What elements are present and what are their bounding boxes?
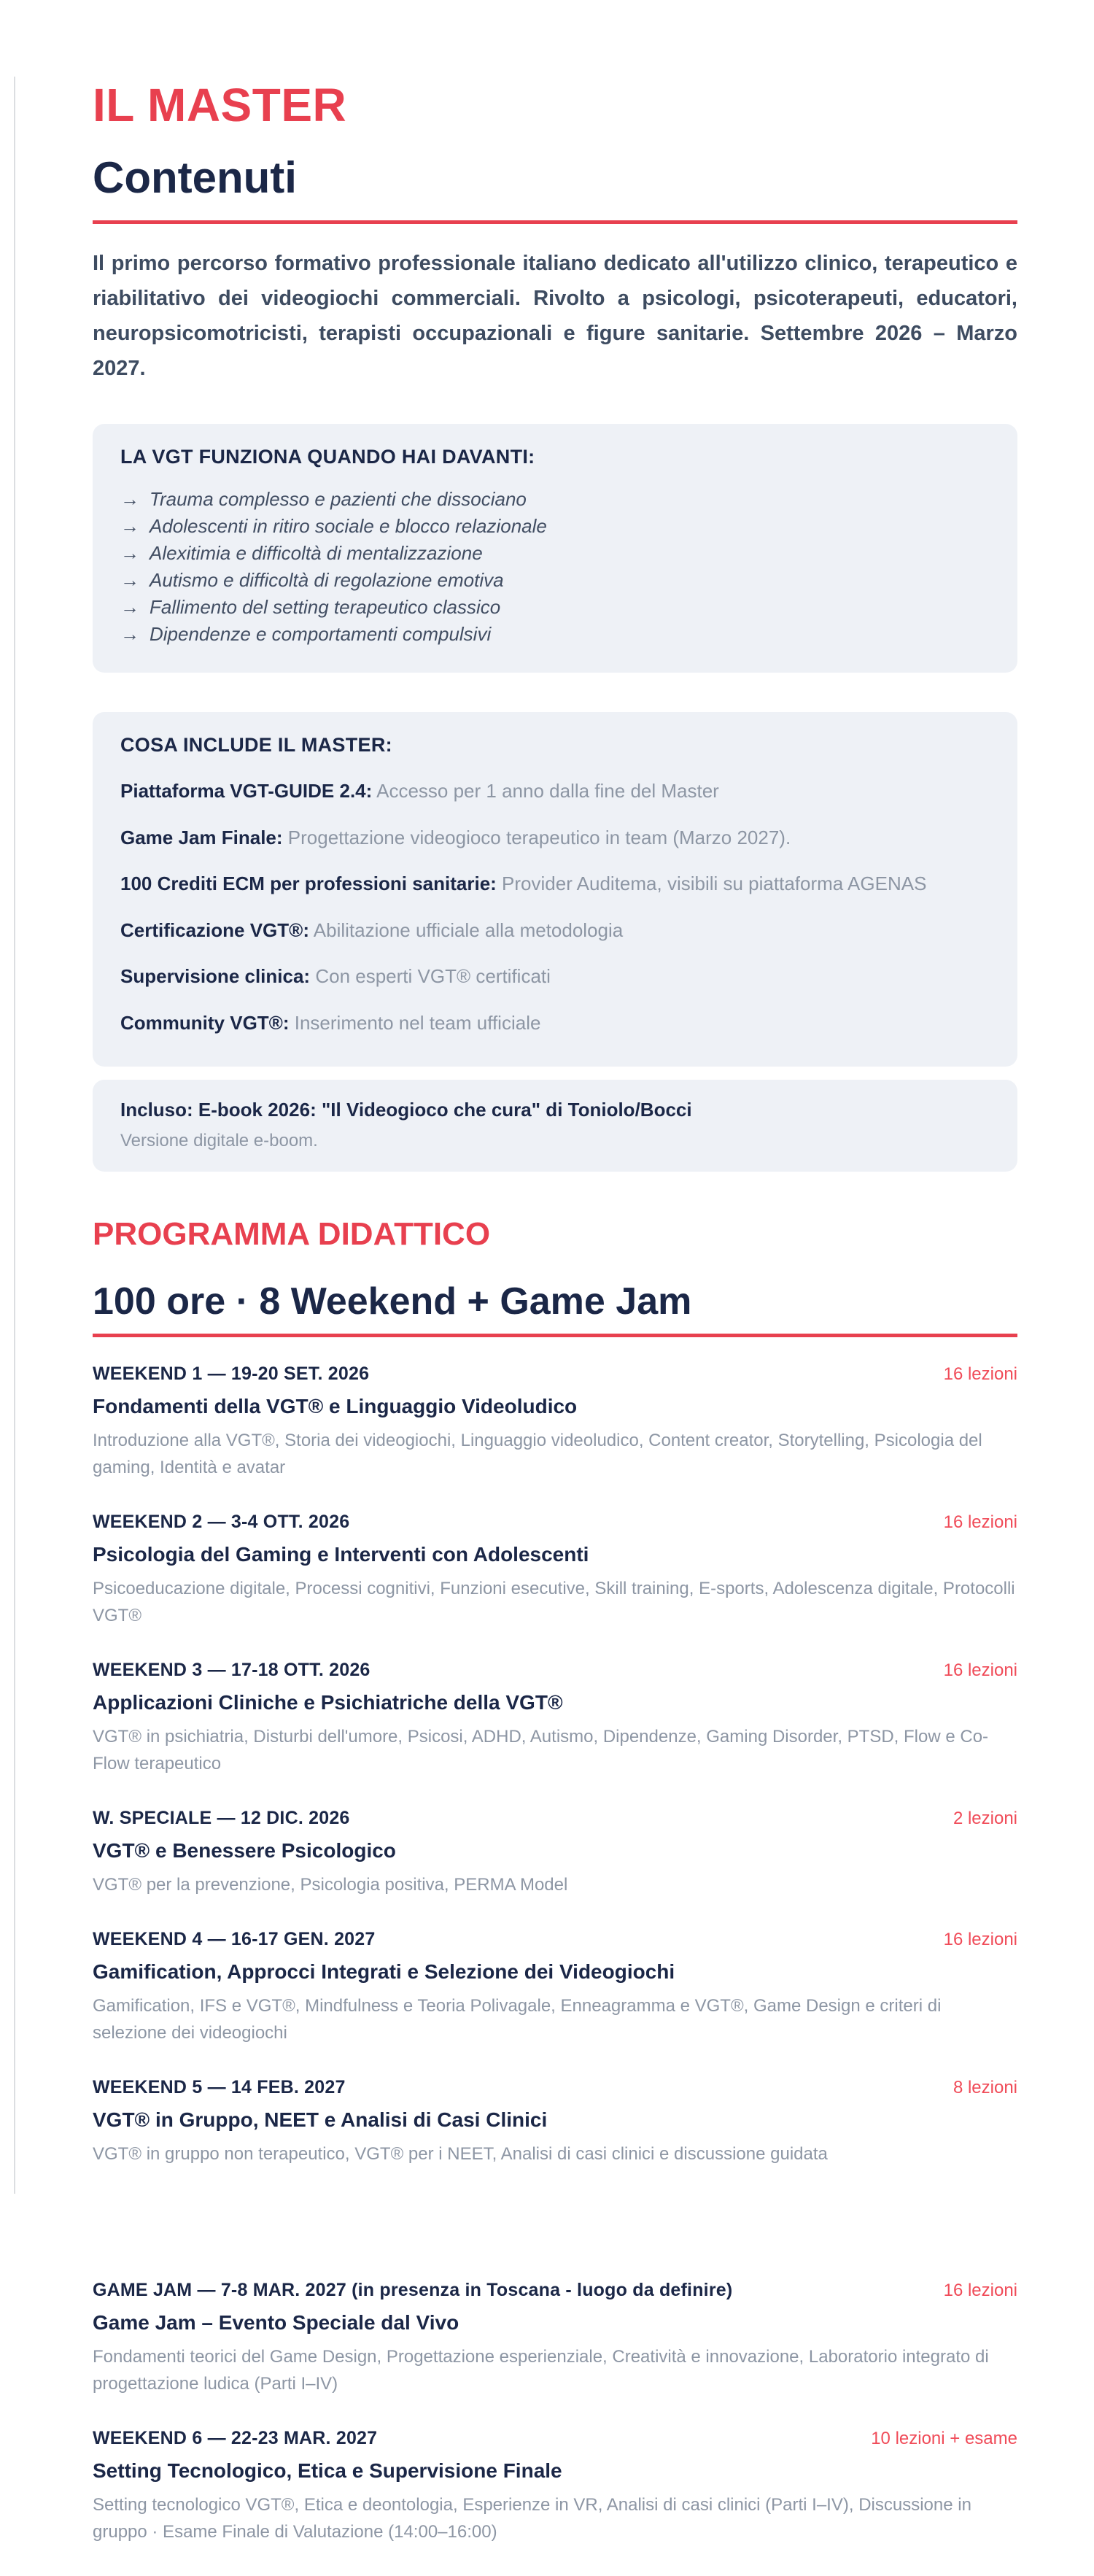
lessons-count-badge: 2 lezioni <box>953 1809 1017 1828</box>
page-content <box>93 0 1017 2576</box>
schedule-item-header <box>93 2280 1017 2301</box>
include-item-label: 100 Crediti ECM per professioni sanitarie: <box>120 873 497 894</box>
ebook-subtitle: Versione digitale e-boom. <box>120 1131 318 1150</box>
schedule-item <box>93 1512 1017 1629</box>
schedule-item-description: Fondamenti teorici del Game Design, Progettazione esperienziale, Creatività e innovazione, Laboratorio integrato di progettazione ludica (Parti I–IV) <box>93 2347 989 2394</box>
schedule-item-description: Introduzione alla VGT®, Storia dei videogiochi, Linguaggio videoludico, Content creator, Storytelling, Psicologia del gaming, Identità e avatar <box>93 1431 982 1477</box>
schedule-item-title: Psicologia del Gaming e Interventi con Adolescenti <box>93 1543 589 1566</box>
schedule-item-description: VGT® in psichiatria, Disturbi dell'umore, Psicosi, ADHD, Autismo, Dipendenze, Gaming Disorder, PTSD, Flow e Co-Flow terapeutico <box>93 1727 989 1774</box>
schedule-date-label: WEEKEND 6 — 22-23 MAR. 2027 <box>93 2428 378 2448</box>
schedule-item-title: VGT® in Gruppo, NEET e Analisi di Casi Clinici <box>93 2108 548 2131</box>
include-item-text: Inserimento nel team ufficiale <box>294 1011 541 1034</box>
include-item-label: Certificazione VGT®: <box>120 918 309 941</box>
list-item-text: Trauma complesso e pazienti che dissociano <box>150 488 527 510</box>
list-item-text: Fallimento del setting terapeutico classico <box>150 596 501 618</box>
master-includes-card <box>93 712 1017 1067</box>
schedule-item <box>93 2280 1017 2397</box>
list-item-text: Adolescenti in ritiro sociale e blocco relazionale <box>150 515 547 537</box>
schedule-item-description: Setting tecnologico VGT®, Etica e deontologia, Esperienze in VR, Analisi di casi clinici (Parti I–IV), Discussione in gruppo · Esame Finale di Valutazione (14:00–16:00) <box>93 2495 971 2542</box>
vgt-card-heading: LA VGT FUNZIONA QUANDO HAI DAVANTI: <box>120 446 535 468</box>
lessons-count-badge: 16 lezioni <box>943 1364 1017 1384</box>
intro-paragraph: Il primo percorso formativo professionale italiano dedicato all'utilizzo clinico, terapeutico e riabilitativo dei videogiochi commerciali. Rivolto a psicologi, psicoterapeuti, educatori, neuropsicomotricisti, terapisti occupazionali e figure sanitarie. Settembre 2026 – Marzo 2027. <box>93 252 1017 380</box>
list-item <box>120 594 990 621</box>
list-item <box>120 513 990 540</box>
schedule-item-header <box>93 1660 1017 1681</box>
arrow-right-icon: → <box>120 569 139 591</box>
list-item-text: Autismo e difficoltà di regolazione emotiva <box>150 569 504 591</box>
include-item-text: Abilitazione ufficiale alla metodologia <box>313 918 624 941</box>
arrow-right-icon: → <box>120 488 139 510</box>
lessons-count-badge: 16 lezioni <box>943 2281 1017 2300</box>
list-item <box>120 486 990 513</box>
schedule-item-header <box>93 1512 1017 1533</box>
ebook-card <box>93 1080 1017 1172</box>
program-section-kicker: PROGRAMMA DIDATTICO <box>93 1216 491 1252</box>
schedule-item-header <box>93 1929 1017 1950</box>
include-item-label: Game Jam Finale: <box>120 826 283 848</box>
include-item <box>120 1011 990 1035</box>
include-item <box>120 826 990 850</box>
ebook-title: Incluso: E-book 2026: "Il Videogioco che cura" di Toniolo/Bocci <box>120 1099 692 1121</box>
schedule-date-label: WEEKEND 1 — 19-20 SET. 2026 <box>93 1364 370 1384</box>
vgt-criteria-list <box>120 486 990 648</box>
program-divider-rule <box>93 1334 1017 1337</box>
schedule-item-description: Psicoeducazione digitale, Processi cognitivi, Funzioni esecutive, Skill training, E-sports, Adolescenza digitale, Protocolli VGT® <box>93 1579 1015 1625</box>
arrow-right-icon: → <box>120 623 139 645</box>
lessons-count-badge: 16 lezioni <box>943 1512 1017 1532</box>
schedule-item-description: VGT® per la prevenzione, Psicologia positiva, PERMA Model <box>93 1875 568 1895</box>
page-title: Contenuti <box>93 153 297 202</box>
schedule-item-title: Setting Tecnologico, Etica e Supervisione Finale <box>93 2459 562 2482</box>
schedule-date-label: WEEKEND 2 — 3-4 OTT. 2026 <box>93 1512 350 1532</box>
include-item-text: Accesso per 1 anno dalla fine del Master <box>376 780 719 802</box>
schedule-item-title: Fondamenti della VGT® e Linguaggio Videoludico <box>93 1395 578 1417</box>
schedule-item-description: Gamification, IFS e VGT®, Mindfulness e Teoria Polivagale, Enneagramma e VGT®, Game Design e criteri di selezione dei videogiochi <box>93 1996 942 2043</box>
arrow-right-icon: → <box>120 596 139 618</box>
section-kicker: IL MASTER <box>93 79 347 131</box>
schedule-date-label: WEEKEND 3 — 17-18 OTT. 2026 <box>93 1660 371 1680</box>
include-item-label: Supervisione clinica: <box>120 965 311 987</box>
lessons-count-badge: 10 lezioni + esame <box>871 2429 1017 2448</box>
lessons-count-badge: 8 lezioni <box>953 2078 1017 2097</box>
program-title: 100 ore · 8 Weekend + Game Jam <box>93 1280 692 1323</box>
includes-card-heading: COSA INCLUDE IL MASTER: <box>120 734 392 756</box>
include-item-label: Piattaforma VGT-GUIDE 2.4: <box>120 780 373 802</box>
include-item-text: Progettazione videogioco terapeutico in team (Marzo 2027). <box>287 826 791 848</box>
arrow-right-icon: → <box>120 515 139 537</box>
schedule-date-label: WEEKEND 4 — 16-17 GEN. 2027 <box>93 1929 376 1949</box>
schedule-item-header <box>93 2077 1017 2098</box>
list-item <box>120 540 990 567</box>
include-item-label: Community VGT®: <box>120 1011 290 1034</box>
schedule-item <box>93 2077 1017 2167</box>
schedule-item-title: Applicazioni Cliniche e Psichiatriche della VGT® <box>93 1691 563 1714</box>
include-item-text: Con esperti VGT® certificati <box>315 965 551 987</box>
schedule-gap-spacer <box>93 2198 1017 2280</box>
program-schedule <box>93 1364 1017 2545</box>
schedule-item-title: Gamification, Approcci Integrati e Selezione dei Videogiochi <box>93 1960 675 1983</box>
schedule-item <box>93 2428 1017 2545</box>
arrow-right-icon: → <box>120 542 139 564</box>
schedule-item <box>93 1929 1017 2046</box>
schedule-item-title: VGT® e Benessere Psicologico <box>93 1839 396 1862</box>
lessons-count-badge: 16 lezioni <box>943 1930 1017 1949</box>
schedule-item-title: Game Jam – Evento Speciale dal Vivo <box>93 2311 459 2334</box>
schedule-item <box>93 1660 1017 1777</box>
list-item-text: Dipendenze e comportamenti compulsivi <box>150 623 492 645</box>
list-item <box>120 621 990 648</box>
include-item <box>120 779 990 803</box>
title-divider-rule <box>93 220 1017 224</box>
lessons-count-badge: 16 lezioni <box>943 1660 1017 1680</box>
schedule-item-header <box>93 1364 1017 1385</box>
schedule-date-label: WEEKEND 5 — 14 FEB. 2027 <box>93 2077 346 2097</box>
schedule-item <box>93 1808 1017 1898</box>
include-item <box>120 964 990 989</box>
schedule-item-description: VGT® in gruppo non terapeutico, VGT® per i NEET, Analisi di casi clinici e discussione guidata <box>93 2144 828 2164</box>
schedule-item-header <box>93 2428 1017 2449</box>
schedule-item <box>93 1364 1017 1481</box>
list-item <box>120 567 990 594</box>
include-item-text: Provider Auditema, visibili su piattaforma AGENAS <box>502 873 927 894</box>
include-item <box>120 872 990 896</box>
schedule-date-label: GAME JAM — 7-8 MAR. 2027 (in presenza in Toscana - luogo da definire) <box>93 2280 733 2300</box>
schedule-date-label: W. SPECIALE — 12 DIC. 2026 <box>93 1808 350 1828</box>
list-item-text: Alexitimia e difficoltà di mentalizzazione <box>150 542 483 564</box>
left-border-line <box>14 77 15 2194</box>
vgt-criteria-card <box>93 424 1017 673</box>
schedule-item-header <box>93 1808 1017 1829</box>
include-item <box>120 918 990 943</box>
